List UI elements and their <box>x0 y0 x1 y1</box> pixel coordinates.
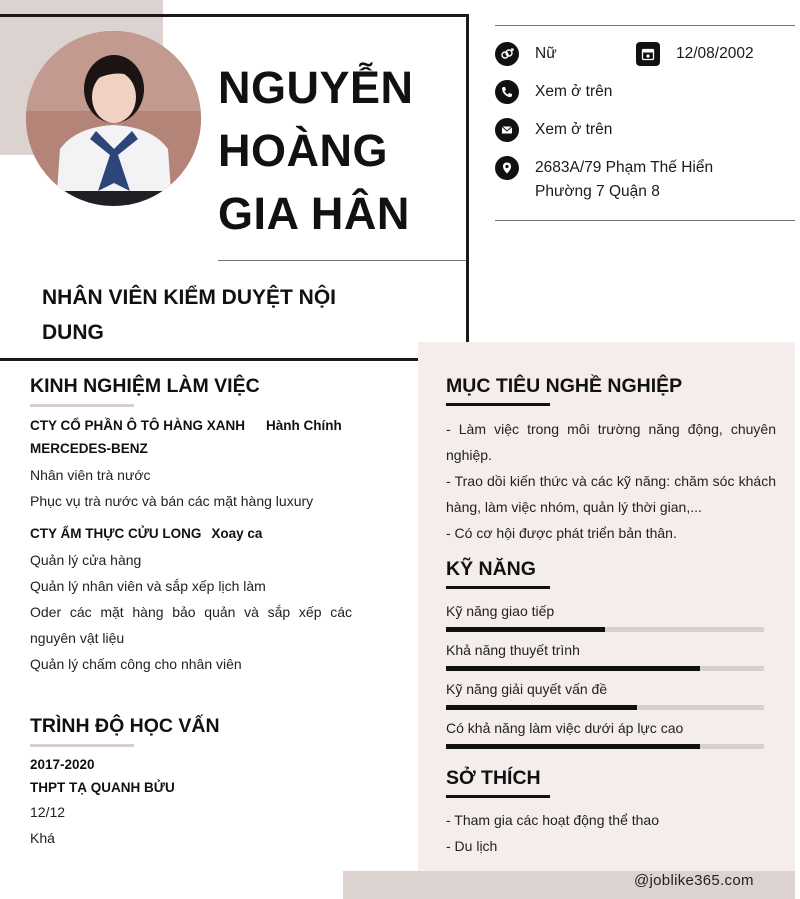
birthday-text: 12/08/2002 <box>676 45 754 62</box>
contact-gender <box>495 42 557 66</box>
location-pin-icon <box>495 156 519 180</box>
job-entry <box>30 413 352 514</box>
skill-label: Kỹ năng giải quyết vấn đề <box>446 681 608 697</box>
full-name <box>218 56 458 245</box>
mail-icon <box>495 118 519 142</box>
section-underline <box>30 404 134 407</box>
company-name-cont: MERCEDES-BENZ <box>30 441 148 456</box>
calendar-icon <box>636 42 660 66</box>
section-underline <box>30 744 134 747</box>
job-duty: Quản lý cửa hàng <box>30 552 142 568</box>
objective-item: - Làm việc trong môi trường năng động, chuyên nghiệp. <box>446 421 776 463</box>
phone-icon <box>495 80 519 104</box>
job-title: NHÂN VIÊN KIỂM DUYỆT NỘI DUNG <box>42 286 337 344</box>
objective-item: - Trao dồi kiến thức và các kỹ năng: chăm sóc khách hàng, làm việc nhóm, quản lý thời gian,... <box>446 473 776 515</box>
hobby-item: - Du lịch <box>446 838 498 854</box>
skill-bar-track <box>446 744 764 749</box>
skill-item <box>446 641 764 671</box>
contact-phone <box>495 80 612 104</box>
education-grade: 12/12 <box>30 804 66 820</box>
skill-item <box>446 680 764 710</box>
phone-text: Xem ở trên <box>535 83 613 100</box>
name-line: GIA HÂN <box>218 188 410 239</box>
skill-bar-track <box>446 627 764 632</box>
divider <box>495 220 795 221</box>
job-entry <box>30 521 352 677</box>
company-name: CTY CỔ PHẦN Ô TÔ HÀNG XANH <box>30 418 246 433</box>
address-line: 2683A/79 Phạm Thế Hiển <box>535 159 714 176</box>
job-duty: Quản lý nhân viên và sắp xếp lịch làm <box>30 578 266 594</box>
section-underline <box>446 795 550 798</box>
avatar <box>26 31 201 206</box>
skill-item <box>446 719 764 749</box>
contact-address <box>495 156 713 204</box>
job-header <box>30 521 352 547</box>
contact-birthday <box>636 42 754 66</box>
skill-bar-fill <box>446 705 637 710</box>
gender-text: Nữ <box>535 45 557 62</box>
skill-bar-fill <box>446 666 700 671</box>
email-text: Xem ở trên <box>535 121 613 138</box>
name-line: NGUYỄN <box>218 62 414 113</box>
section-underline <box>446 403 550 406</box>
skill-bar-fill <box>446 627 605 632</box>
skill-bar-track <box>446 705 764 710</box>
name-line: HOÀNG <box>218 125 388 176</box>
hobby-item: - Tham gia các hoạt động thể thao <box>446 812 659 828</box>
company-name: CTY ẨM THỰC CỬU LONG <box>30 526 202 541</box>
job-duty: Quản lý chấm công cho nhân viên <box>30 656 242 672</box>
education-entry <box>30 753 352 851</box>
profile-photo <box>26 31 201 206</box>
skill-label: Khả năng thuyết trình <box>446 642 580 658</box>
objective-item: - Có cơ hội được phát triển bản thân. <box>446 525 677 541</box>
section-underline <box>446 586 550 589</box>
job-duty: Phục vụ trà nước và bán các mặt hàng luxury <box>30 493 314 509</box>
divider <box>218 260 466 261</box>
skill-label: Kỹ năng giao tiếp <box>446 603 555 619</box>
skill-bar-fill <box>446 744 700 749</box>
job-duty: Nhân viên trà nước <box>30 467 151 483</box>
objective-list <box>446 416 776 546</box>
education-rank: Khá <box>30 830 55 846</box>
hobby-list <box>446 807 776 859</box>
section-title-hobbies: SỞ THÍCH <box>446 767 541 789</box>
job-role: Hành Chính <box>266 418 342 433</box>
skill-label: Có khả năng làm việc dưới áp lực cao <box>446 720 684 736</box>
education-years: 2017-2020 <box>30 757 95 772</box>
gender-icon <box>495 42 519 66</box>
watermark: @joblike365.com <box>634 872 754 889</box>
section-title-experience: KINH NGHIỆM LÀM VIỆC <box>30 375 260 397</box>
section-title-skills: KỸ NĂNG <box>446 558 536 580</box>
divider <box>495 25 795 26</box>
skill-bar-track <box>446 666 764 671</box>
address-text <box>535 156 713 204</box>
job-duty: Oder các mặt hàng bảo quản và sắp xếp các nguyên vật liệu <box>30 604 352 646</box>
skill-item <box>446 602 764 632</box>
job-role: Xoay ca <box>211 526 263 541</box>
section-title-objective: MỤC TIÊU NGHỀ NGHIỆP <box>446 375 683 397</box>
contact-email <box>495 118 612 142</box>
school-name: THPT TẠ QUANH BỬU <box>30 780 175 795</box>
section-title-education: TRÌNH ĐỘ HỌC VẤN <box>30 715 220 737</box>
address-line: Phường 7 Quận 8 <box>535 183 660 200</box>
